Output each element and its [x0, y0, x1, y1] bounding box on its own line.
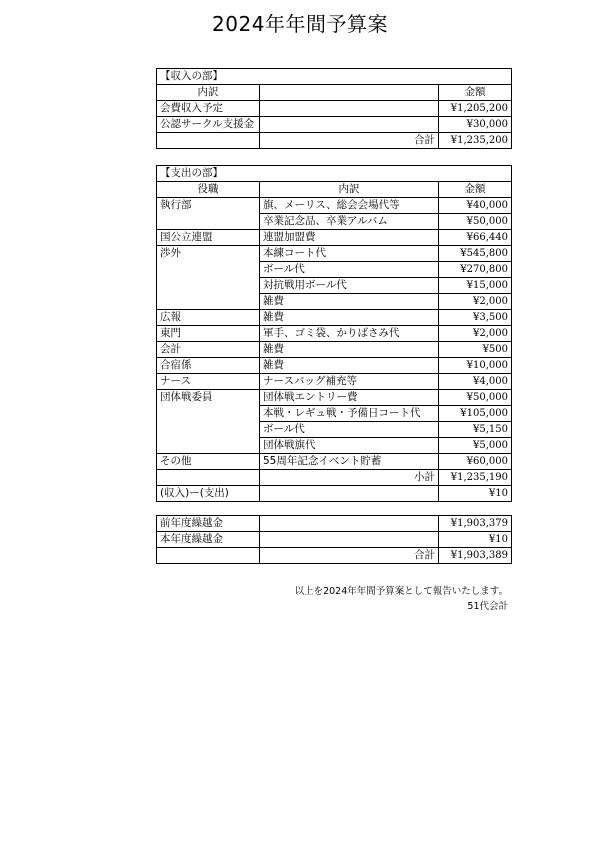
income-row: [157, 117, 512, 133]
carryover-total-row: [157, 548, 512, 564]
income-total-row: [157, 133, 512, 149]
signature: 51代会計: [467, 601, 508, 612]
expense-item: 連盟加盟費: [260, 230, 439, 246]
expense-amount: ¥270,800: [439, 262, 512, 278]
expense-item: 軍手、ゴミ袋、かりばさみ代: [260, 326, 439, 342]
income-total-label: 合計: [260, 133, 439, 149]
income-total-amount: ¥1,235,200: [439, 133, 512, 149]
expense-amount: ¥50,000: [439, 390, 512, 406]
income-section-row: [157, 69, 512, 85]
expense-row: [157, 310, 512, 326]
expense-item: 本練コート代: [260, 246, 439, 262]
income-total-blank: [157, 133, 260, 149]
expense-amount: ¥50,000: [439, 214, 512, 230]
expense-role: ナース: [157, 374, 260, 390]
page-title: 2024年年間予算案: [212, 12, 388, 36]
expense-role: 広報: [157, 310, 260, 326]
expense-subtotal-blank: [157, 470, 260, 486]
expense-item: ナースバッグ補充等: [260, 374, 439, 390]
expense-row: [157, 390, 512, 406]
expense-amount: ¥5,150: [439, 422, 512, 438]
carryover-label: 前年度繰越金: [157, 516, 260, 532]
expense-amount: ¥3,500: [439, 310, 512, 326]
expense-amount: ¥15,000: [439, 278, 512, 294]
income-label: 会費収入予定: [157, 101, 260, 117]
expense-amount: ¥5,000: [439, 438, 512, 454]
carryover-blank: [260, 532, 439, 548]
expense-row: [157, 198, 512, 214]
income-amount: ¥30,000: [439, 117, 512, 133]
expense-amount: ¥2,000: [439, 326, 512, 342]
expense-header-row: [157, 182, 512, 198]
income-header-row: [157, 85, 512, 101]
expense-item: ボール代: [260, 422, 439, 438]
carryover-amount: ¥10: [439, 532, 512, 548]
expense-amount: ¥2,000: [439, 294, 512, 310]
expense-item: 卒業記念品、卒業アルバム: [260, 214, 439, 230]
income-row: [157, 101, 512, 117]
expense-row: [157, 454, 512, 470]
income-header-amount: 金額: [439, 85, 512, 101]
carryover-total-amount: ¥1,903,389: [439, 548, 512, 564]
expense-role: 執行部: [157, 198, 260, 230]
carryover-table: [156, 515, 512, 564]
carryover-amount: ¥1,903,379: [439, 516, 512, 532]
expense-item: 対抗戦用ボール代: [260, 278, 439, 294]
expense-amount: ¥60,000: [439, 454, 512, 470]
income-label: 公認サークル支援金: [157, 117, 260, 133]
carryover-row: [157, 516, 512, 532]
income-header-item: 内訳: [157, 85, 260, 101]
expense-item: 旗、メーリス、総会会場代等: [260, 198, 439, 214]
carryover-label: 本年度繰越金: [157, 532, 260, 548]
balance-amount: ¥10: [439, 486, 512, 502]
expense-section-row: [157, 166, 512, 182]
expense-item: 55周年記念イベント貯蓄: [260, 454, 439, 470]
expense-subtotal-row: [157, 470, 512, 486]
expense-item: 団体戦旗代: [260, 438, 439, 454]
expense-header-role: 役職: [157, 182, 260, 198]
expense-item: 雑費: [260, 358, 439, 374]
income-blank: [260, 117, 439, 133]
expense-row: [157, 342, 512, 358]
expense-amount: ¥500: [439, 342, 512, 358]
expense-row: [157, 358, 512, 374]
expense-role: 団体戦委員: [157, 390, 260, 454]
income-section-title: 【収入の部】: [157, 69, 512, 85]
expense-subtotal-label: 小計: [260, 470, 439, 486]
carryover-blank: [260, 516, 439, 532]
carryover-total-blank: [157, 548, 260, 564]
carryover-row: [157, 532, 512, 548]
balance-blank: [260, 486, 439, 502]
expense-amount: ¥10,000: [439, 358, 512, 374]
expense-section-title: 【支出の部】: [157, 166, 512, 182]
income-amount: ¥1,205,200: [439, 101, 512, 117]
expense-item: 団体戦エントリー費: [260, 390, 439, 406]
expense-row: [157, 326, 512, 342]
expense-subtotal-amount: ¥1,235,190: [439, 470, 512, 486]
expense-role: その他: [157, 454, 260, 470]
income-table: [156, 68, 512, 149]
expense-table: [156, 165, 512, 502]
report-note: 以上を2024年年間予算案として報告いたします。: [294, 586, 508, 597]
expense-item: 雑費: [260, 310, 439, 326]
expense-role: 東門: [157, 326, 260, 342]
expense-role: 渉外: [157, 246, 260, 310]
income-blank: [260, 101, 439, 117]
expense-item: 本戦・レギュ戦・予備日コート代: [260, 406, 439, 422]
expense-amount: ¥105,000: [439, 406, 512, 422]
expense-amount: ¥545,800: [439, 246, 512, 262]
expense-row: [157, 246, 512, 262]
balance-row: [157, 486, 512, 502]
expense-header-amount: 金額: [439, 182, 512, 198]
income-header-blank: [260, 85, 439, 101]
carryover-total-label: 合計: [260, 548, 439, 564]
expense-item: 雑費: [260, 294, 439, 310]
expense-role: 国公立連盟: [157, 230, 260, 246]
expense-header-item: 内訳: [260, 182, 439, 198]
expense-item: ボール代: [260, 262, 439, 278]
expense-role: 会計: [157, 342, 260, 358]
expense-role: 合宿係: [157, 358, 260, 374]
expense-item: 雑費: [260, 342, 439, 358]
expense-amount: ¥40,000: [439, 198, 512, 214]
expense-amount: ¥66,440: [439, 230, 512, 246]
expense-row: [157, 230, 512, 246]
balance-label: (収入)ー(支出): [157, 486, 260, 502]
expense-amount: ¥4,000: [439, 374, 512, 390]
expense-row: [157, 374, 512, 390]
